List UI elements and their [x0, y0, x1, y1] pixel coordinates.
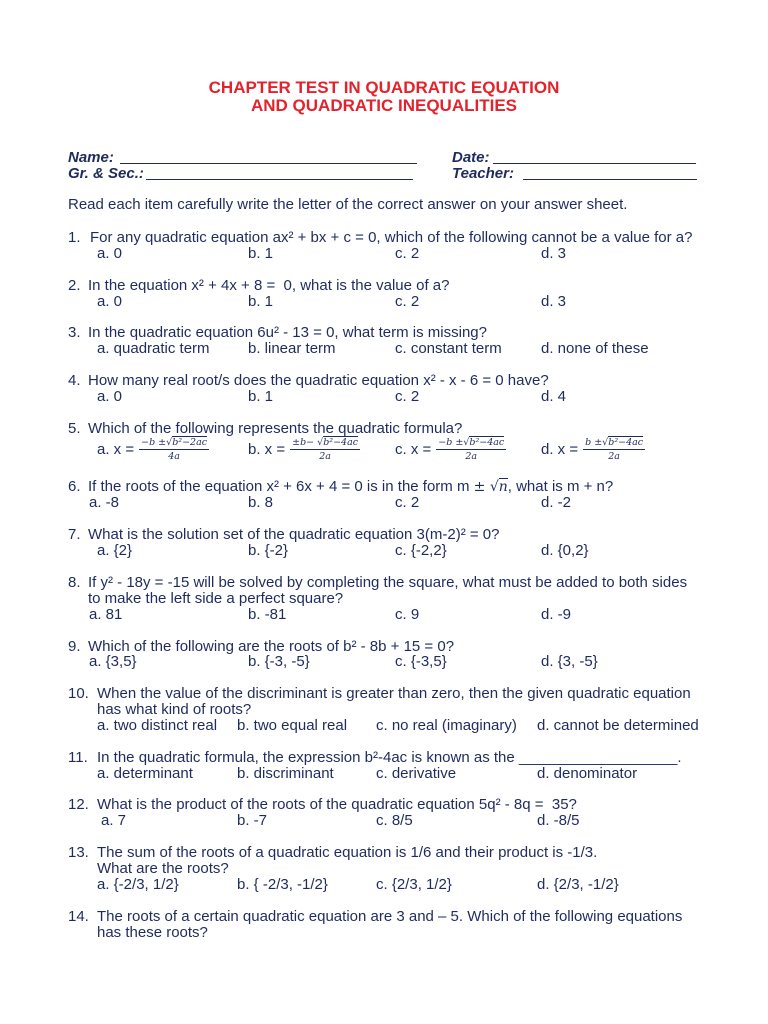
option-d: d. -8/5: [537, 812, 580, 830]
question-14: [0, 909, 768, 941]
option-d: d. 3: [541, 244, 567, 262]
formula-fraction: [436, 437, 506, 462]
sqrt-symbol: √: [602, 437, 609, 449]
question-number: 8.: [68, 573, 81, 591]
question-number: 2.: [68, 276, 81, 294]
name-blank-line: [120, 150, 417, 164]
radicand: b²−4ac: [608, 437, 644, 449]
radicand: b²−2ac: [172, 437, 208, 449]
formula-fraction: [139, 437, 209, 462]
sqrt-symbol: √: [463, 437, 470, 449]
question-text-continued: to make the left side a perfect square?: [88, 589, 344, 607]
option-c: c. 9: [395, 605, 420, 623]
option-a: a. 0: [97, 244, 123, 262]
question-number: 7.: [68, 526, 81, 544]
question-8: [0, 575, 768, 623]
date-label: Date:: [452, 149, 490, 166]
question-3: [0, 325, 768, 357]
option-label: c. x =: [395, 441, 432, 459]
teacher-blank-line: [523, 166, 697, 180]
question-text-continued: has these roots?: [97, 923, 208, 941]
sqrt-symbol: √: [489, 478, 499, 495]
numerator-terms: −b ±: [141, 437, 167, 449]
option-d: d. 4: [541, 387, 567, 405]
question-9: [0, 639, 768, 671]
option-b: b. linear term: [248, 340, 336, 358]
question-text: Which of the following represents the quadratic formula?: [88, 419, 463, 437]
option-d: [541, 437, 645, 463]
option-b: b. discriminant: [237, 764, 334, 782]
radicand: n: [498, 478, 508, 495]
question-text-start: If the roots of the equation x² + 6x + 4 = 0 is in the form m: [88, 477, 474, 495]
teacher-label: Teacher:: [452, 165, 514, 182]
formula-denominator: 4a: [168, 451, 180, 463]
question-text: For any quadratic equation ax² + bx + c = 0, which of the following cannot be a value for a?: [90, 229, 693, 246]
question-7: [0, 527, 768, 559]
answer-options: [0, 813, 768, 829]
question-number: 12.: [68, 796, 89, 814]
option-c: c. no real (imaginary): [376, 717, 517, 735]
option-b: b. two equal real: [237, 717, 348, 735]
formula-denominator: 2a: [608, 451, 620, 463]
question-4: [0, 373, 768, 405]
answer-options: [0, 389, 768, 405]
question-12: [0, 797, 768, 829]
question-5: [0, 421, 768, 463]
question-text: What is the product of the roots of the quadratic equation 5q² - 8q = 35?: [97, 796, 577, 814]
option-c: c. 2: [395, 292, 420, 310]
sqrt-symbol: √: [317, 437, 324, 449]
answer-options: [0, 543, 768, 559]
sqrt-symbol: √: [166, 437, 173, 449]
option-b: b. 1: [248, 244, 274, 262]
answer-options: [0, 495, 768, 511]
option-d: d. none of these: [541, 340, 649, 358]
option-b: [248, 437, 360, 463]
option-d: d. -9: [541, 605, 572, 623]
option-c: c. 2: [395, 387, 420, 405]
option-c: c. 2: [395, 494, 420, 512]
answer-options: [0, 294, 768, 310]
option-a: a. {3,5}: [89, 653, 137, 671]
question-6: [0, 479, 768, 512]
question-number: 11.: [68, 748, 88, 766]
question-13: [0, 845, 768, 893]
question-number: 4.: [68, 372, 81, 390]
option-b: b. -7: [237, 812, 268, 830]
formula-fraction: [290, 437, 360, 462]
option-b: b. 8: [248, 494, 274, 512]
question-number: 5.: [68, 419, 81, 437]
question-2: [0, 278, 768, 310]
numerator-terms: −b ±: [438, 437, 464, 449]
plus-minus-symbol: ±: [473, 478, 490, 495]
question-text: How many real root/s does the quadratic equation x² - x - 6 = 0 have?: [88, 372, 549, 390]
option-a: a. two distinct real: [97, 717, 218, 735]
option-c: [395, 437, 506, 463]
answer-options: [0, 437, 768, 463]
question-list: [0, 230, 768, 956]
option-d: d. {3, -5}: [541, 653, 598, 671]
question-text: The sum of the roots of a quadratic equation is 1/6 and their product is -1/3.: [97, 844, 598, 862]
option-c: c. {-2,2}: [395, 542, 447, 560]
question-number: 9.: [68, 637, 81, 655]
instructions: Read each item carefully write the letter of the correct answer on your answer sheet.: [68, 196, 628, 213]
answer-options: [0, 766, 768, 782]
option-c: c. {-3,5}: [395, 653, 447, 671]
option-d: d. {2/3, -1/2}: [537, 875, 619, 893]
option-label: d. x =: [541, 441, 579, 459]
option-label: b. x =: [248, 441, 286, 459]
question-10: [0, 686, 768, 734]
option-a: a. -8: [89, 494, 120, 512]
radicand: b²−4ac: [323, 437, 359, 449]
question-text-end: , what is m + n?: [507, 477, 614, 495]
title-line-1: CHAPTER TEST IN QUADRATIC EQUATION: [208, 78, 560, 97]
numerator-terms: ±b−: [292, 437, 318, 449]
answer-options: [0, 607, 768, 623]
name-label: Name:: [68, 149, 114, 166]
option-label: a. x =: [97, 441, 135, 459]
question-number: 13.: [68, 844, 89, 862]
option-c: c. 8/5: [376, 812, 413, 830]
option-b: b. {-2}: [248, 542, 289, 560]
option-c: c. constant term: [395, 340, 502, 358]
option-c: c. derivative: [376, 764, 457, 782]
option-a: a. 7: [101, 812, 127, 830]
question-text: In the quadratic equation 6u² - 13 = 0, what term is missing?: [88, 324, 487, 342]
formula-numerator: [139, 437, 209, 450]
question-text: The roots of a certain quadratic equation are 3 and – 5. Which of the following equations: [97, 907, 683, 925]
date-blank-line: [493, 150, 696, 164]
option-a: a. determinant: [97, 764, 193, 782]
section-label: Gr. & Sec.:: [68, 165, 144, 182]
formula-numerator: [290, 437, 360, 450]
question-text: When the value of the discriminant is greater than zero, then the given quadratic equation: [97, 685, 691, 703]
question-number: 14.: [68, 907, 89, 925]
answer-options: [0, 246, 768, 262]
option-d: d. -2: [541, 494, 572, 512]
option-b: b. 1: [248, 387, 274, 405]
formula-denominator: 2a: [319, 451, 331, 463]
section-blank-line: [146, 166, 413, 180]
option-b: b. -81: [248, 605, 287, 623]
option-d: d. {0,2}: [541, 542, 589, 560]
option-a: a. {2}: [97, 542, 133, 560]
question-number: 10.: [68, 685, 89, 703]
option-a: a. {-2/3, 1/2}: [97, 875, 179, 893]
numerator-terms: b ±: [585, 437, 603, 449]
formula-numerator: [583, 437, 645, 450]
question-number: 6.: [68, 477, 81, 495]
option-d: d. cannot be determined: [537, 717, 699, 735]
title-line-2: AND QUADRATIC INEQUALITIES: [250, 96, 517, 115]
option-a: a. 81: [89, 605, 123, 623]
formula-fraction: [583, 437, 645, 462]
question-text: [88, 479, 768, 496]
question-text-continued: What are the roots?: [97, 860, 229, 878]
option-a: a. 0: [97, 292, 123, 310]
question-text: If y² - 18y = -15 will be solved by completing the square, what must be added to both sides: [88, 573, 688, 591]
option-c: c. 2: [395, 244, 420, 262]
question-number: 3.: [68, 324, 81, 342]
option-c: c. {2/3, 1/2}: [376, 875, 452, 893]
option-b: b. { -2/3, -1/2}: [237, 875, 328, 893]
option-d: d. 3: [541, 292, 567, 310]
option-b: b. 1: [248, 292, 274, 310]
answer-options: [0, 877, 768, 893]
option-a: [97, 437, 209, 463]
option-a: a. quadratic term: [97, 340, 210, 358]
question-text-continued: has what kind of roots?: [97, 701, 252, 719]
question-text: What is the solution set of the quadratic equation 3(m-2)² = 0?: [88, 526, 500, 544]
radicand: b²−4ac: [469, 437, 505, 449]
question-text: In the quadratic formula, the expression b²-4ac is known as the ___________________.: [97, 748, 682, 766]
option-a: a. 0: [97, 387, 123, 405]
answer-options: [0, 654, 768, 670]
option-d: d. denominator: [537, 764, 638, 782]
formula-numerator: [436, 437, 506, 450]
question-number: 1.: [68, 229, 81, 246]
answer-options: [0, 341, 768, 357]
question-11: [0, 750, 768, 782]
question-text: In the equation x² + 4x + 8 = 0, what is the value of a?: [88, 276, 450, 294]
option-b: b. {-3, -5}: [248, 653, 310, 671]
question-text: Which of the following are the roots of b² - 8b + 15 = 0?: [88, 637, 455, 655]
formula-denominator: 2a: [465, 451, 478, 463]
question-1: [0, 230, 768, 262]
answer-options: [0, 718, 768, 734]
